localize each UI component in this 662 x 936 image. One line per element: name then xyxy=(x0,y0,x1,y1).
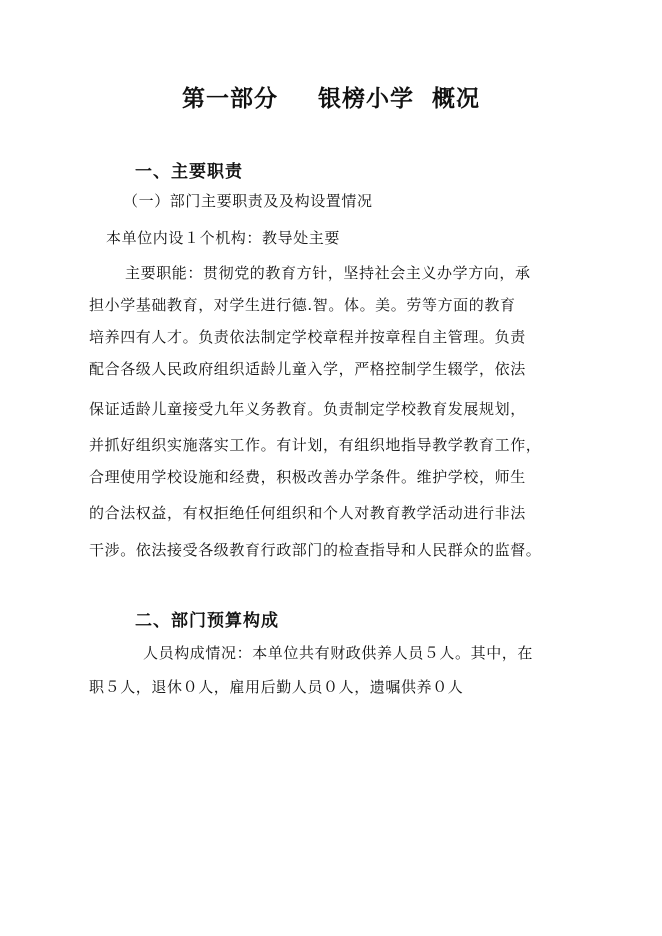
duties-paragraph-line: 并抓好组织实施落实工作。有计划，有组织地指导教学教育工作， xyxy=(89,436,542,454)
subsection-heading: （一）部门主要职责及及构设置情况 xyxy=(123,192,373,210)
duties-paragraph-line: 保证适龄儿童接受九年义务教育。负责制定学校教育发展规划， xyxy=(89,400,526,418)
duties-paragraph-line: 的合法权益，有权拒绝任何组织和个人对教育教学活动进行非法 xyxy=(89,504,526,522)
duties-paragraph-line: 主要职能：贯彻党的教育方针，坚持社会主义办学方向，承 xyxy=(125,264,531,282)
page-title xyxy=(0,80,662,113)
personnel-paragraph-line: 职５人，退休０人，雇用后勤人员０人，遗嘱供养０人 xyxy=(89,678,464,696)
duties-paragraph-line: 干涉。依法接受各级教育行政部门的检查指导和人民群众的监督。 xyxy=(89,541,542,559)
title-school-overview: 银榜小学 概况 xyxy=(317,86,480,112)
duties-paragraph-line: 担小学基础教育，对学生进行德.智。体。美。劳等方面的教育 xyxy=(89,296,516,314)
title-part-number: 第一部分 xyxy=(181,86,278,112)
section-heading-main-duties: 一、主要职责 xyxy=(135,162,243,182)
organization-line: 本单位内设１个机构：教导处主要 xyxy=(106,229,341,247)
duties-paragraph-line: 合理使用学校设施和经费，积极改善办学条件。维护学校，师生 xyxy=(89,468,526,486)
duties-paragraph-line: 配合各级人民政府组织适龄儿童入学，严格控制学生辍学，依法 xyxy=(89,360,526,378)
personnel-paragraph-line: 人员构成情况：本单位共有财政供养人员５人。其中，在 xyxy=(143,644,534,662)
section-heading-budget-composition: 二、部门预算构成 xyxy=(135,611,279,631)
duties-paragraph-line: 培养四有人才。负责依法制定学校章程并按章程自主管理。负责 xyxy=(89,328,526,346)
